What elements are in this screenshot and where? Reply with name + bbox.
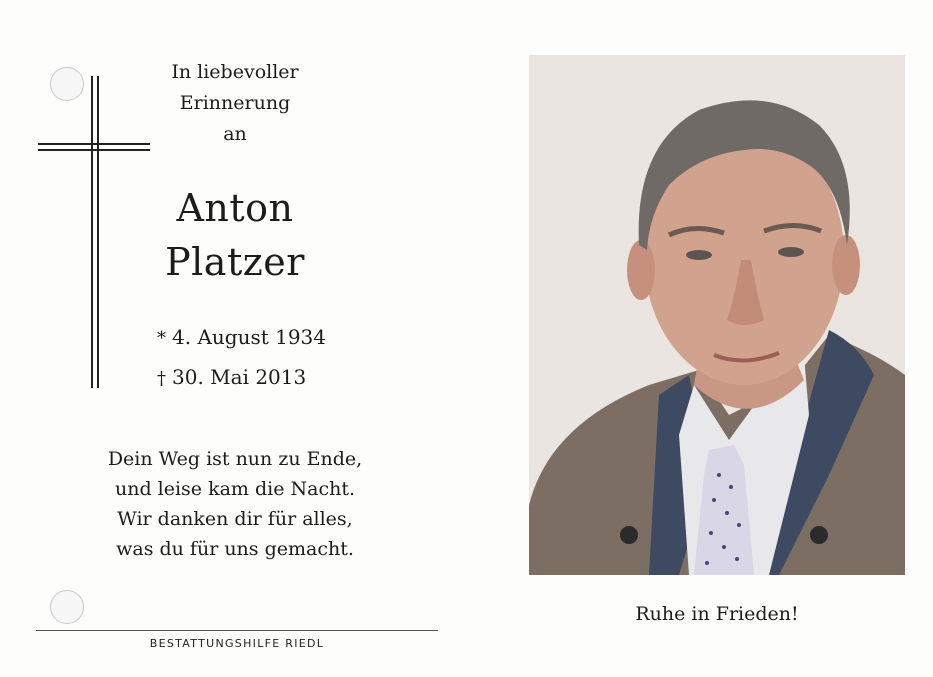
intro-line: In liebevoller — [171, 61, 299, 83]
birth-symbol: * — [157, 328, 166, 349]
first-name: Anton — [176, 186, 294, 230]
birth-row — [140, 318, 340, 358]
poem-line: und leise kam die Nacht. — [114, 478, 356, 500]
death-symbol: † — [157, 368, 166, 389]
birth-date: 4. August 1934 — [172, 325, 327, 349]
poem-line: Wir danken dir für alles, — [117, 508, 353, 530]
photo-caption: Ruhe in Frieden! — [635, 603, 799, 625]
intro-line: an — [223, 123, 247, 145]
deceased-name — [120, 181, 350, 289]
portrait-photo — [529, 55, 905, 575]
poem-line: was du für uns gemacht. — [116, 538, 354, 560]
death-row — [140, 358, 340, 398]
punch-hole-icon — [50, 590, 84, 624]
intro-text — [130, 57, 340, 150]
memorial-poem — [95, 444, 375, 564]
death-date: 30. Mai 2013 — [172, 365, 307, 389]
funeral-home-name: BESTATTUNGSHILFE RIEDL — [149, 637, 325, 650]
last-name: Platzer — [165, 240, 305, 284]
intro-line: Erinnerung — [179, 92, 291, 114]
poem-line: Dein Weg ist nun zu Ende, — [107, 448, 363, 470]
footer-divider — [36, 630, 438, 631]
life-dates — [140, 318, 340, 398]
portrait-illustration — [529, 55, 905, 575]
